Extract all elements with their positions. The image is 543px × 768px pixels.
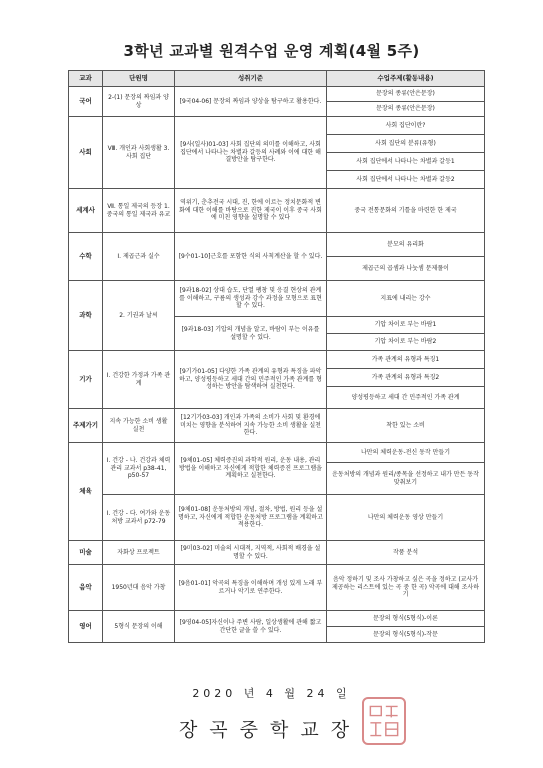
seal-pattern xyxy=(364,699,404,743)
standard-cell: [12기가03-03] 개인과 가족의 소비가 사회 및 환경에 미치는 영향을 분석하여 지속 가능한 소비 생활을 실천한다. xyxy=(175,409,327,443)
standard-cell: [9수01-10]근호를 포함한 식의 사칙계산을 할 수 있다. xyxy=(175,233,327,281)
subject-cell: 기가 xyxy=(69,351,103,409)
subject-cell: 체육 xyxy=(69,443,103,541)
header-activity: 수업주제(활동내용) xyxy=(327,71,485,87)
activity-cell: 분모의 유리화 xyxy=(327,233,485,257)
subject-cell: 과학 xyxy=(69,281,103,351)
document-date: 2020 년 4 월 24 일 xyxy=(192,687,351,700)
unit-cell: Ⅰ. 건강 - 나. 건강과 체력관리 교과서 p38-41, p50-57 xyxy=(103,443,175,495)
table-row xyxy=(69,189,485,233)
standard-cell: [9체01-05] 체력증진의 과학적 원리, 운동 내용, 관리 방법을 이해하고 자신에게 적합한 체력증진 프로그램을 계획하고 실천한다. xyxy=(175,443,327,495)
standard-cell: [9과18-03] 기압의 개념을 알고, 바람이 부는 이유를 설명할 수 있다. xyxy=(175,317,327,351)
table-row xyxy=(69,565,485,611)
activity-cell: 가족 관계의 유형과 특징1 xyxy=(327,351,485,369)
standard-cell: [9국04-06] 문장의 짜임과 양상을 탐구하고 활용한다. xyxy=(175,87,327,117)
unit-cell: 1950년대 음악 가창 xyxy=(103,565,175,611)
activity-cell: 사회 집단의 분류(유형) xyxy=(327,135,485,153)
subject-cell: 음악 xyxy=(69,565,103,611)
activity-cell: 문장의 형식(5형식)-작문 xyxy=(327,627,485,643)
activity-cell: 사회 집단이란? xyxy=(327,117,485,135)
unit-cell: 5형식 문장의 이해 xyxy=(103,611,175,643)
activity-cell: 기압 차이로 부는 바람2 xyxy=(327,334,485,351)
table-row xyxy=(69,281,485,317)
header-unit: 단원명 xyxy=(103,71,175,87)
unit-cell: 자화상 프로젝트 xyxy=(103,541,175,565)
unit-cell: Ⅰ. 건강한 가정과 가족 관계 xyxy=(103,351,175,409)
unit-cell: 2. 기권과 날씨 xyxy=(103,281,175,351)
activity-cell: 착한 있는 소비 xyxy=(327,409,485,443)
table-row xyxy=(69,87,485,102)
activity-cell: 사회 집단에서 나타나는 차별과 갈등2 xyxy=(327,171,485,189)
standard-cell: [9과18-02] 상대 습도, 단열 팽창 및 응결 현상의 관계를 이해하고, 구름의 생성과 강수 과정을 모형으로 표현할 수 있다. xyxy=(175,281,327,317)
subject-cell: 수학 xyxy=(69,233,103,281)
table-header-row xyxy=(69,71,485,87)
activity-cell: 제곱근의 곱셈과 나눗셈 문제풀이 xyxy=(327,257,485,281)
activity-cell: 지표에 내리는 강수 xyxy=(327,281,485,317)
standard-cell: [9음01-01] 악곡의 특징을 이해하며 개성 있게 노래 부르거나 악기로 연주한다. xyxy=(175,565,327,611)
activity-cell: 문장의 종류(안은문장) xyxy=(327,87,485,102)
activity-cell: 나만의 체력운동-전신 동작 만들기 xyxy=(327,443,485,463)
subject-cell: 미술 xyxy=(69,541,103,565)
activity-cell: 기압 차이로 부는 바람1 xyxy=(327,317,485,334)
unit-cell: Ⅶ. 통일 제국의 등장 1. 중국의 통일 제국과 유교 xyxy=(103,189,175,233)
header-standard: 성취기준 xyxy=(175,71,327,87)
table-row xyxy=(69,351,485,369)
standard-cell: [9체01-08] 운동처방의 개념, 절차, 방법, 원리 등을 설명하고, 자신에게 적합한 운동처방 프로그램을 계획하고 적용한다. xyxy=(175,495,327,541)
page-title: 3학년 교과별 원격수업 운영 계획(4월 5주) xyxy=(123,42,420,60)
standard-cell: [9기가01-05] 다양한 가족 관계의 유형과 특징을 파악하고, 양성평등하고 세대 간의 민주적인 가족 관계를 형성하는 방안을 탐색하여 실천한다. xyxy=(175,351,327,409)
unit-cell: Ⅷ. 개인과 사회생활 3. 사회 집단 xyxy=(103,117,175,189)
standard-cell: [9영04-05]자신이나 주변 사람, 일상생활에 관해 짧고 간단한 글을 쓸 수 있다. xyxy=(175,611,327,643)
activity-cell: 문장의 종류(안은문장) xyxy=(327,102,485,117)
activity-cell: 문장의 형식(5형식)-이론 xyxy=(327,611,485,627)
unit-cell: Ⅰ. 제곱근과 실수 xyxy=(103,233,175,281)
activity-cell: 음악 정하기 및 조사 가창하고 싶은 곡을 정하고 (교사가 제공하는 리스트에 있는 곡 중 한 곡) 악곡에 대해 조사하기 xyxy=(327,565,485,611)
activity-cell: 운동처방의 개념과 원리/종목을 선정하고 내가 만든 동작 맞춰보기 xyxy=(327,463,485,495)
unit-cell: Ⅰ. 건강 - 다. 여가와 운동처방 교과서 p72-79 xyxy=(103,495,175,541)
subject-cell: 영어 xyxy=(69,611,103,643)
subject-cell: 세계사 xyxy=(69,189,103,233)
table-row xyxy=(69,117,485,135)
activity-cell: 양성평등하고 세대 간 민주적인 가족 관계 xyxy=(327,387,485,409)
activity-cell: 중국 전통문화의 기틀을 마련한 한 제국 xyxy=(327,189,485,233)
official-seal-icon xyxy=(362,697,406,745)
activity-cell: 나만의 체력운동 영상 만들기 xyxy=(327,495,485,541)
subject-cell: 주제가기 xyxy=(69,409,103,443)
table-row xyxy=(69,611,485,627)
standard-cell: [9미03-02] 미술의 시대적, 지역적, 사회적 배경을 설명할 수 있다. xyxy=(175,541,327,565)
school-name: 장곡중학교장 xyxy=(178,719,362,741)
activity-cell: 가족 관계의 유형과 특징2 xyxy=(327,369,485,387)
unit-cell: 지속 가능한 소비 생활 실천 xyxy=(103,409,175,443)
table-row xyxy=(69,443,485,463)
plan-table xyxy=(68,70,485,643)
table-row xyxy=(69,541,485,565)
table-row xyxy=(69,233,485,257)
standard-cell: [9사(일사)01-03] 사회 집단의 의미를 이해하고, 사회 집단에서 나타나는 차별과 갈등의 사례와 이에 대한 해결방안을 탐구한다. xyxy=(175,117,327,189)
table-row xyxy=(69,409,485,443)
activity-cell: 작품 분석 xyxy=(327,541,485,565)
subject-cell: 국어 xyxy=(69,87,103,117)
standard-cell: 역위기, 춘추전국 시대, 진, 한에 이르는 정치문화적 변화에 대한 이해를 바탕으로 진한 제국이 이후 중국 사회에 미친 영향을 설명할 수 있다 xyxy=(175,189,327,233)
subject-cell: 사회 xyxy=(69,117,103,189)
unit-cell: 2-(1) 문장의 짜임과 양상 xyxy=(103,87,175,117)
activity-cell: 사회 집단에서 나타나는 차별과 갈등1 xyxy=(327,153,485,171)
table-row xyxy=(69,495,485,541)
header-subject: 교과 xyxy=(69,71,103,87)
